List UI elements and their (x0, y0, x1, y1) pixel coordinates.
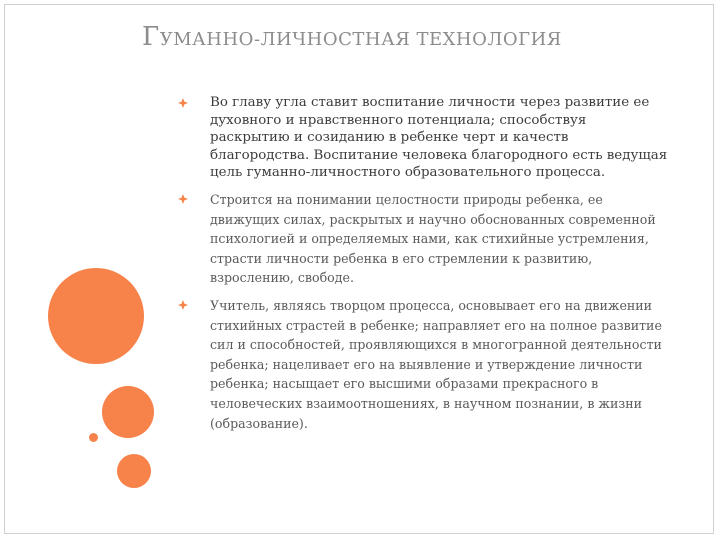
bullet-text: Строится на понимании целостности природы ребенка, ее движущих силах, раскрытых и научно обоснованных современной психологией и определяемых нами, как стихийные устремления, страсти личности ребенка в его стремлении к развитию, взрослению, свободе. (210, 191, 656, 286)
diamond-bullet-icon (178, 300, 188, 310)
title-first-letter: Г (142, 22, 160, 52)
bullet-text: Во главу угла ставит воспитание личности через развитие ее духовного и нравственного потенциала; способствуя раскрытию и созиданию в ребенке черт и качеств благородства. Воспитание человека благородного есть ведущая цель гуманно-личностного образовательного процесса. (210, 95, 668, 181)
list-item (178, 190, 668, 288)
decorative-circle-small (117, 454, 151, 488)
decorative-circle-medium (102, 386, 154, 438)
slide-title (142, 22, 562, 52)
title-rest: УМАННО-ЛИЧНОСТНАЯ ТЕХНОЛОГИЯ (159, 29, 562, 50)
list-item (178, 94, 668, 182)
diamond-bullet-icon (178, 98, 188, 108)
bullet-text: Учитель, являясь творцом процесса, основывает его на движении стихийных страстей в ребенке; направляет его на полное развитие сил и способностей, проявляющихся в многогранной деятельности ребенка; нацеливает его на выявление и утверждение личности ребенка; насыщает его высшими образами прекрасного в человеческих взаимоотношениях, в научном познании, в жизни (образование). (210, 297, 662, 431)
decorative-circle-large (48, 268, 144, 364)
decorative-circle-tiny (89, 433, 98, 442)
list-item (178, 296, 668, 433)
diamond-bullet-icon (178, 194, 188, 204)
bullet-list (178, 94, 668, 441)
